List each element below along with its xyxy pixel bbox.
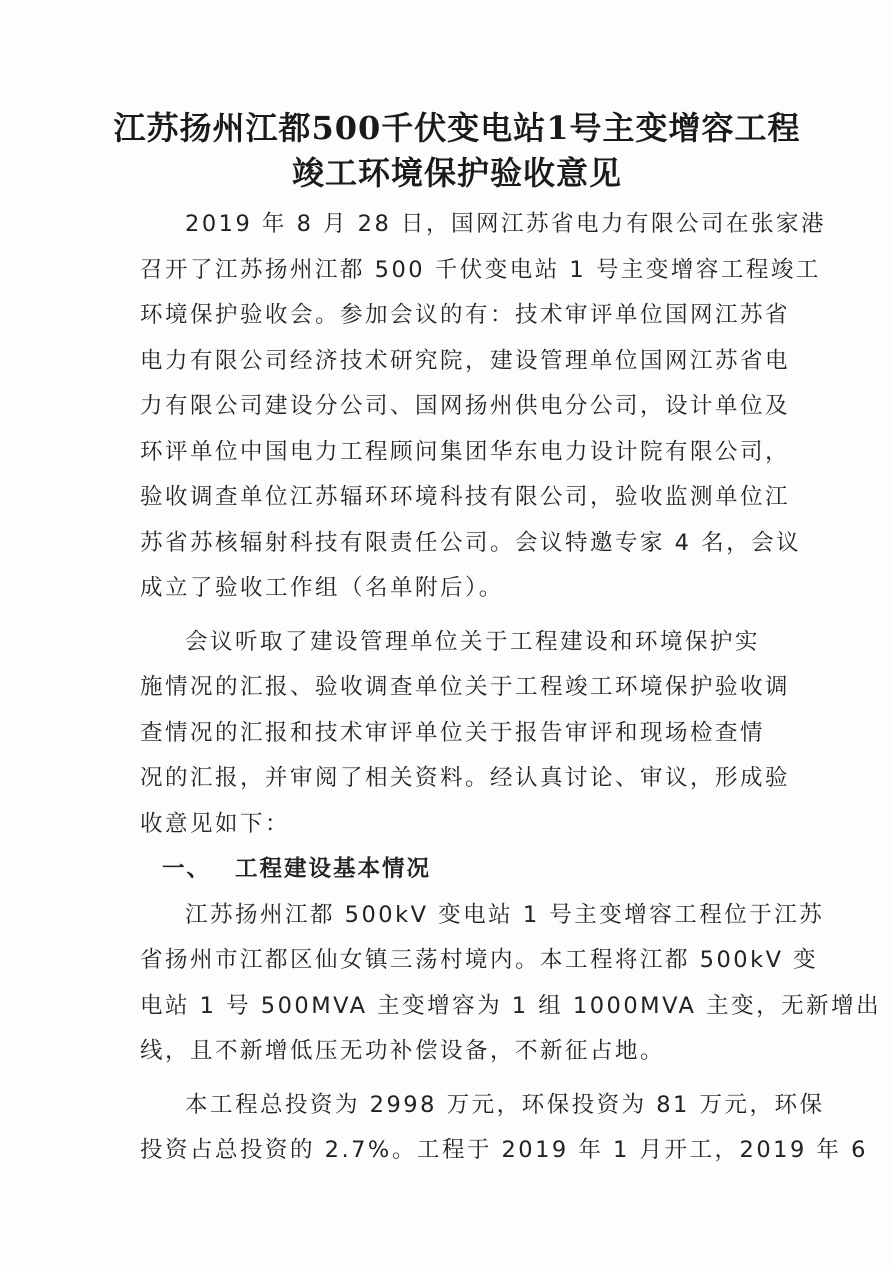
text-line: 环评单位中国电力工程顾问集团华东电力设计院有限公司， <box>140 438 791 465</box>
paragraph-2 <box>140 620 791 848</box>
text-line: 电力有限公司经济技术研究院，建设管理单位国网江苏省电 <box>140 347 791 374</box>
paragraph-4 <box>140 1083 868 1174</box>
text-line: 会议听取了建设管理单位关于工程建设和环境保护实 <box>185 628 761 655</box>
text-line: 苏省苏核辐射科技有限责任公司。会议特邀专家 4 名，会议 <box>140 529 802 556</box>
text-line: 况的汇报，并审阅了相关资料。经认真讨论、审议，形成验 <box>140 765 791 791</box>
text-line: 投资占总投资的 2.7%。工程于 2019 年 1 月开工，2019 年 6 <box>140 1137 868 1163</box>
text-line: 力有限公司建设分公司、国网扬州供电分公司，设计单位及 <box>140 393 791 419</box>
section-title: 工程建设基本情况 <box>235 856 432 882</box>
text-line: 环境保护验收会。参加会议的有：技术审评单位国网江苏省 <box>140 302 791 328</box>
text-line: 验收调查单位江苏辐环环境科技有限公司，验收监测单位江 <box>140 484 791 510</box>
text-line: 召开了江苏扬州江都 500 千伏变电站 1 号主变增容工程竣工 <box>140 256 821 283</box>
text-line: 江苏扬州江都 500kV 变电站 1 号主变增容工程位于江苏 <box>185 901 825 928</box>
text-line: 省扬州市江都区仙女镇三荡村境内。本工程将江都 500kV 变 <box>140 947 819 973</box>
title-line-2: 竣工环境保护验收意见 <box>291 154 622 192</box>
paragraph-3 <box>140 893 882 1075</box>
text-line: 收意见如下： <box>140 810 291 837</box>
text-line: 成立了验收工作组（名单附后）。 <box>140 575 504 601</box>
title-line-1: 江苏扬州江都500千伏变电站1号主变增容工程 <box>113 109 801 147</box>
text-line: 施情况的汇报、验收调查单位关于工程竣工环境保护验收调 <box>140 674 791 700</box>
text-line: 2019 年 8 月 28 日，国网江苏省电力有限公司在张家港 <box>185 211 826 237</box>
text-line: 查情况的汇报和技术审评单位关于报告审评和现场检查情 <box>140 719 766 746</box>
section-number: 一、 <box>162 856 212 882</box>
text-line: 线，且不新增低压无功补偿设备，不新征占地。 <box>140 1038 666 1064</box>
section-heading <box>140 847 780 893</box>
document-title <box>106 106 808 196</box>
paragraph-1 <box>140 202 826 612</box>
text-line: 本工程总投资为 2998 万元，环保投资为 81 万元，环保 <box>185 1091 825 1118</box>
document-body <box>140 202 882 1174</box>
text-line: 电站 1 号 500MVA 主变增容为 1 组 1000MVA 主变，无新增出 <box>140 992 882 1019</box>
